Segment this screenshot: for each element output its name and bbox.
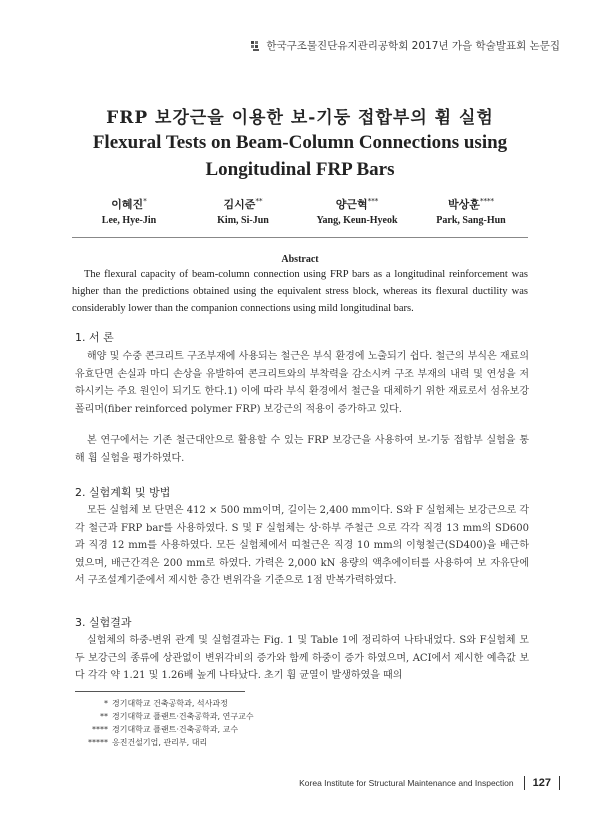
society-logo-icon [250,40,262,52]
footnote [80,697,254,710]
author-mark: ** [255,197,263,206]
intro-paragraph-1: 해양 및 수중 콘크리트 구조부재에 사용되는 철근은 부식 환경에 노출되기 쉽다. 철근의 부식은 재료의 유효단면 손실과 마디 손상을 유발하여 콘크리트와의 부착력을 감소시켜 구조 부재의 내력 및 연성을 저하시키는 주요 원인이 되기도 한다.1) 이에 따라 부식 환경에서 철근을 대체하기 위한 재료로서 섬유보강 폴리머(fiber reinforced polymer FRP) 보강근의 적용이 증가하고 있다. [75,351,529,415]
author-name-en: Lee, Hye-Jin [101,215,157,226]
author-name-kr: 이혜진 [111,198,144,211]
author-2 [186,196,300,226]
footnote-mark: **** [92,725,108,734]
author-1 [72,196,186,226]
footer-institute: Korea Institute for Structural Maintenance and Inspection [299,778,514,788]
section-heading-results: 3. 실험결과 [75,616,132,629]
footnote-text: 응진건설기업, 관리부, 대리 [112,738,208,747]
journal-name: 한국구조물진단유지관리공학회 2017년 가을 학술발표회 논문집 [266,40,560,52]
title-english-line1: Flexural Tests on Beam-Column Connections using [92,132,508,153]
divider-rule [72,237,528,238]
footnote-text: 경기대학교 건축공학과, 석사과정 [112,699,228,708]
footnote-text: 경기대학교 플랜트·건축공학과, 연구교수 [112,712,254,721]
footnote [80,736,254,749]
footnote [80,723,254,736]
footnote-mark: ** [100,712,108,721]
footnote-text: 경기대학교 플랜트·건축공학과, 교수 [112,725,239,734]
abstract-title: Abstract [281,254,319,265]
title-english [0,129,600,183]
footnote-rule [75,691,245,692]
author-4 [414,196,528,226]
journal-header [250,38,560,53]
footnote [80,710,254,723]
author-name-kr: 김시준 [223,198,256,211]
page-footer [299,776,560,790]
author-name-kr: 양근혁 [335,198,368,211]
author-3 [300,196,414,226]
author-list [72,196,528,226]
page-number: 127 [532,777,551,789]
author-name-en: Kim, Si-Jun [217,215,269,226]
results-paragraph: 실험체의 하중-변위 관계 및 실험결과는 Fig. 1 및 Table 1에 정리하여 나타내었다. S와 F실험체 모두 보강근의 종류에 상관없이 변위각비의 증가와 함께 하중이 증가 하였으며, ACI에서 제시한 예측값 보다 각각 약 1.21 및 1.26배 높게 나타났다. 초기 휨 균열이 발생하였을 때의 [75,635,529,681]
section-heading-method: 2. 실험계획 및 방법 [75,486,171,499]
title-korean: FRP 보강근을 이용한 보-기둥 접합부의 휨 실험 [106,108,494,128]
author-mark: *** [367,197,379,206]
author-name-en: Yang, Keun-Hyeok [316,215,398,226]
intro-paragraph-2: 본 연구에서는 기존 철근대안으로 활용할 수 있는 FRP 보강근을 사용하여 보-기둥 접합부 실험을 통해 휨 실험을 평가하였다. [75,435,529,464]
method-paragraph: 모든 실험체 보 단면은 412 × 500 mm이며, 길이는 2,400 mm이다. S와 F 실험체는 보강근으로 각각 철근과 FRP bar를 사용하였다. S 및 F 실험체는 상·하부 주철근 으로 각각 직경 13 mm의 SD600과 직경 12 mm를 사용하였다. 모든 실험체에서 띠철근은 직경 10 mm의 이형철근(SD400)을 배근하였으며, 배근간격은 200 mm로 하였다. 가력은 2,000 kN 용량의 액추에이터를 사용하여 보 자유단에서 구조설계기준에서 제시한 층간 변위각을 기준으로 1점 반복가력하였다. [75,505,529,586]
section-heading-introduction: 1. 서 론 [75,331,114,344]
footer-separator [559,776,560,790]
footnote-list [80,697,254,749]
footer-separator [524,776,525,790]
author-mark: **** [479,197,494,206]
footnote-mark: * [104,699,108,708]
abstract-body: The flexural capacity of beam-column connection using FRP bars as a longitudinal reinforcement was higher than the predictions obtained using the equivalent stress block, whereas its flexural ductility was considerably lower than the companion connections using mild longitudinal bars. [72,269,528,314]
title-english-line2: Longitudinal FRP Bars [205,159,395,180]
author-mark: * [143,197,147,206]
footnote-mark: ***** [88,738,108,747]
author-name-kr: 박상훈 [448,198,480,211]
author-name-en: Park, Sang-Hun [436,215,506,226]
